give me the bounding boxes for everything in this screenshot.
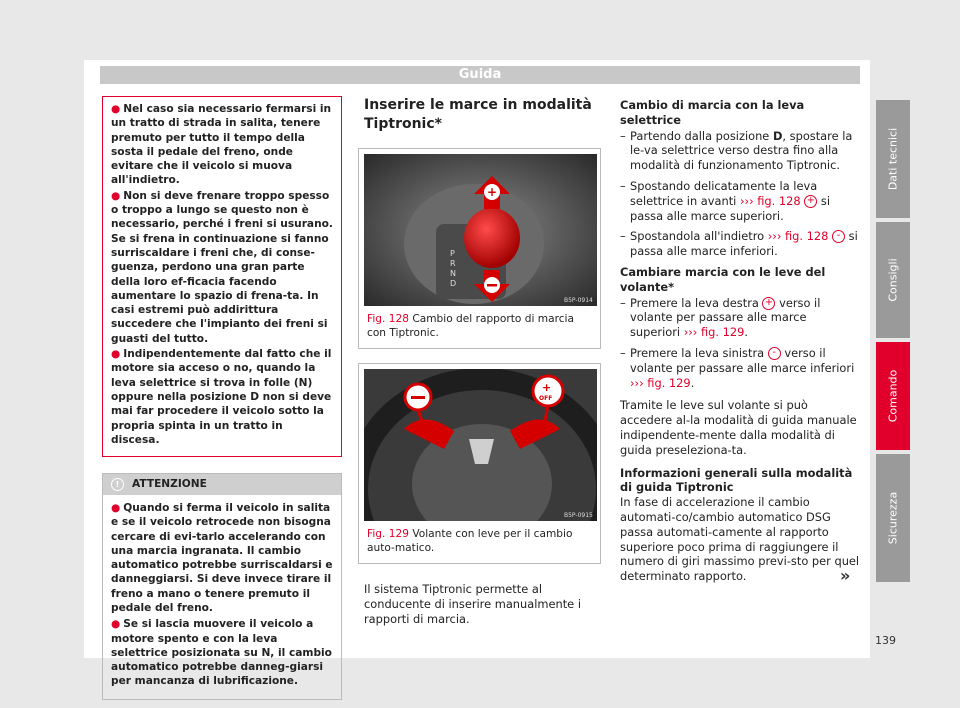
figure-link[interactable]: ››› fig. 128 <box>767 229 829 244</box>
intro-paragraph: Il sistema Tiptronic permette al conducente di inserire manualmente i rapporti di marcia. <box>364 582 581 626</box>
figure-caption: Fig. 129 Volante con leve per il cambio auto-matico. <box>367 528 573 554</box>
svg-text:P: P <box>450 249 455 258</box>
column-left <box>102 96 342 700</box>
tab-dati-tecnici[interactable]: Dati tecnici <box>876 100 910 218</box>
page-number: 139 <box>875 634 896 647</box>
paragraph-info: In fase di accelerazione il cambio automati-co/cambio automatico DSG passa automati-camente al rapporto superiore poco prima di raggiungere il numero di giri massimo previ-sto per quel determinato rapporto. <box>620 495 860 584</box>
figure-link[interactable]: ››› fig. 129 <box>683 325 745 340</box>
attention-header <box>103 474 341 495</box>
figure-129 <box>358 363 601 564</box>
attention-item: ● Quando si ferma il veicolo in salita e se il veicolo retrocede non bisogna cercare di evi-tarlo accelerando con una marcia ingranata. Il cambio automatico potrebbe surriscaldarsi e danneggiarsi. Si deve invece tirare il freno a mano o tenere premuto il pedale del freno. <box>111 501 333 614</box>
attention-item: ● Se si lascia muovere il veicolo a motore spento e con la leva selettrice posizionata su N, il cambio automatico potrebbe danneg-giarsi per mancanza di lubrificazione. <box>111 618 332 688</box>
attention-box <box>102 473 342 700</box>
svg-text:D: D <box>450 279 457 288</box>
svg-text:+: + <box>542 381 552 394</box>
chapter-header: Guida <box>100 66 860 84</box>
subheading-lever: Cambio di marcia con la leva selettrice <box>620 98 805 127</box>
tab-consigli[interactable]: Consigli <box>876 222 910 338</box>
subheading-wheel: Cambiare marcia con le leve del volante* <box>620 264 826 294</box>
minus-button-icon: - <box>832 230 845 243</box>
warning-item: ● Non si deve frenare troppo spesso o troppo a lungo se questo non è necessario, perché i freni si usurano. Se si frena in continuazione si fanno surriscaldare i freni che, di conse-guenza, perdono una gran parte della loro ef-ficacia facendo aumentare lo spazio di frena-ta. In casi estremi può addirittura succedere che l'impianto dei freni si guasti del tutto. <box>111 189 333 345</box>
gear-lever-image <box>364 154 597 306</box>
minus-button-icon: - <box>768 347 781 360</box>
svg-text:+: + <box>487 185 498 199</box>
tab-comando[interactable]: Comando <box>876 342 910 450</box>
warning-icon: ! <box>111 478 124 491</box>
attention-body <box>103 495 341 699</box>
figure-link[interactable]: ››› fig. 128 <box>739 193 801 208</box>
list-item: – Spostandola all'indietro ››› fig. 128 - si passa alle marce inferiori. <box>620 229 858 259</box>
bullet-icon: ● <box>111 103 121 115</box>
figure-caption: Fig. 128 Cambio del rapporto di marcia con Tiptronic. <box>367 313 574 339</box>
list-item: – Spostando delicatamente la leva selettrice in avanti ››› fig. 128 + si passa alle marce superiori. <box>620 178 831 223</box>
figure-link[interactable]: ››› fig. 129 <box>630 375 691 390</box>
bullet-icon: ● <box>111 189 121 202</box>
list-item: – Premere la leva destra + verso il volante per passare alle marce superiori ››› fig. 129. <box>620 295 821 340</box>
svg-text:R: R <box>450 259 456 268</box>
continue-mark: » <box>840 566 851 585</box>
bullet-icon: ● <box>111 501 121 514</box>
section-title: Inserire le marce in modalità Tiptronic* <box>364 97 592 132</box>
svg-text:B5P-0914: B5P-0914 <box>564 297 593 304</box>
figure-128 <box>358 148 601 349</box>
bullet-icon: ● <box>111 618 121 631</box>
column-middle <box>358 96 601 626</box>
warning-item: ● Indipendentemente dal fatto che il motore sia acceso o no, quando la leva selettrice si trova in folle (N) oppure nella posizione D non si deve mai far procedere il veicolo sotto la propria spinta in un tratto in discesa. <box>111 348 332 446</box>
side-tabs <box>876 100 910 586</box>
attention-title: ATTENZIONE <box>132 478 207 491</box>
svg-text:OFF: OFF <box>539 395 553 402</box>
plus-button-icon: + <box>804 195 817 208</box>
paragraph-manual: Tramite le leve sul volante si può accedere al-la modalità di guida manuale indipendente-mente dalla modalità di guida preseleziona-ta. <box>620 398 857 457</box>
tab-sicurezza[interactable]: Sicurezza <box>876 454 910 582</box>
list-item: – Partendo dalla posizione D, spostare la le-va selettrice verso destra fino alla modalità di funzionamento Tiptronic. <box>620 128 853 173</box>
svg-text:B5P-0915: B5P-0915 <box>564 512 593 519</box>
subheading-info: Informazioni generali sulla modalità di guida Tiptronic <box>620 465 853 495</box>
warning-item: ● Nel caso sia necessario fermarsi in un tratto di strada in salita, tenere premuto per tutto il tempo della sosta il pedale del freno, onde evitare che il veicolo si muova all'indietro. <box>111 103 332 187</box>
list-item: – Premere la leva sinistra - verso il volante per passare alle marce inferiori ››› fig. 129. <box>620 345 855 390</box>
svg-text:N: N <box>450 269 456 278</box>
warning-box <box>102 96 342 457</box>
plus-button-icon: + <box>762 297 775 310</box>
bullet-icon: ● <box>111 348 121 361</box>
steering-wheel-image <box>364 369 597 521</box>
column-right <box>620 98 860 584</box>
